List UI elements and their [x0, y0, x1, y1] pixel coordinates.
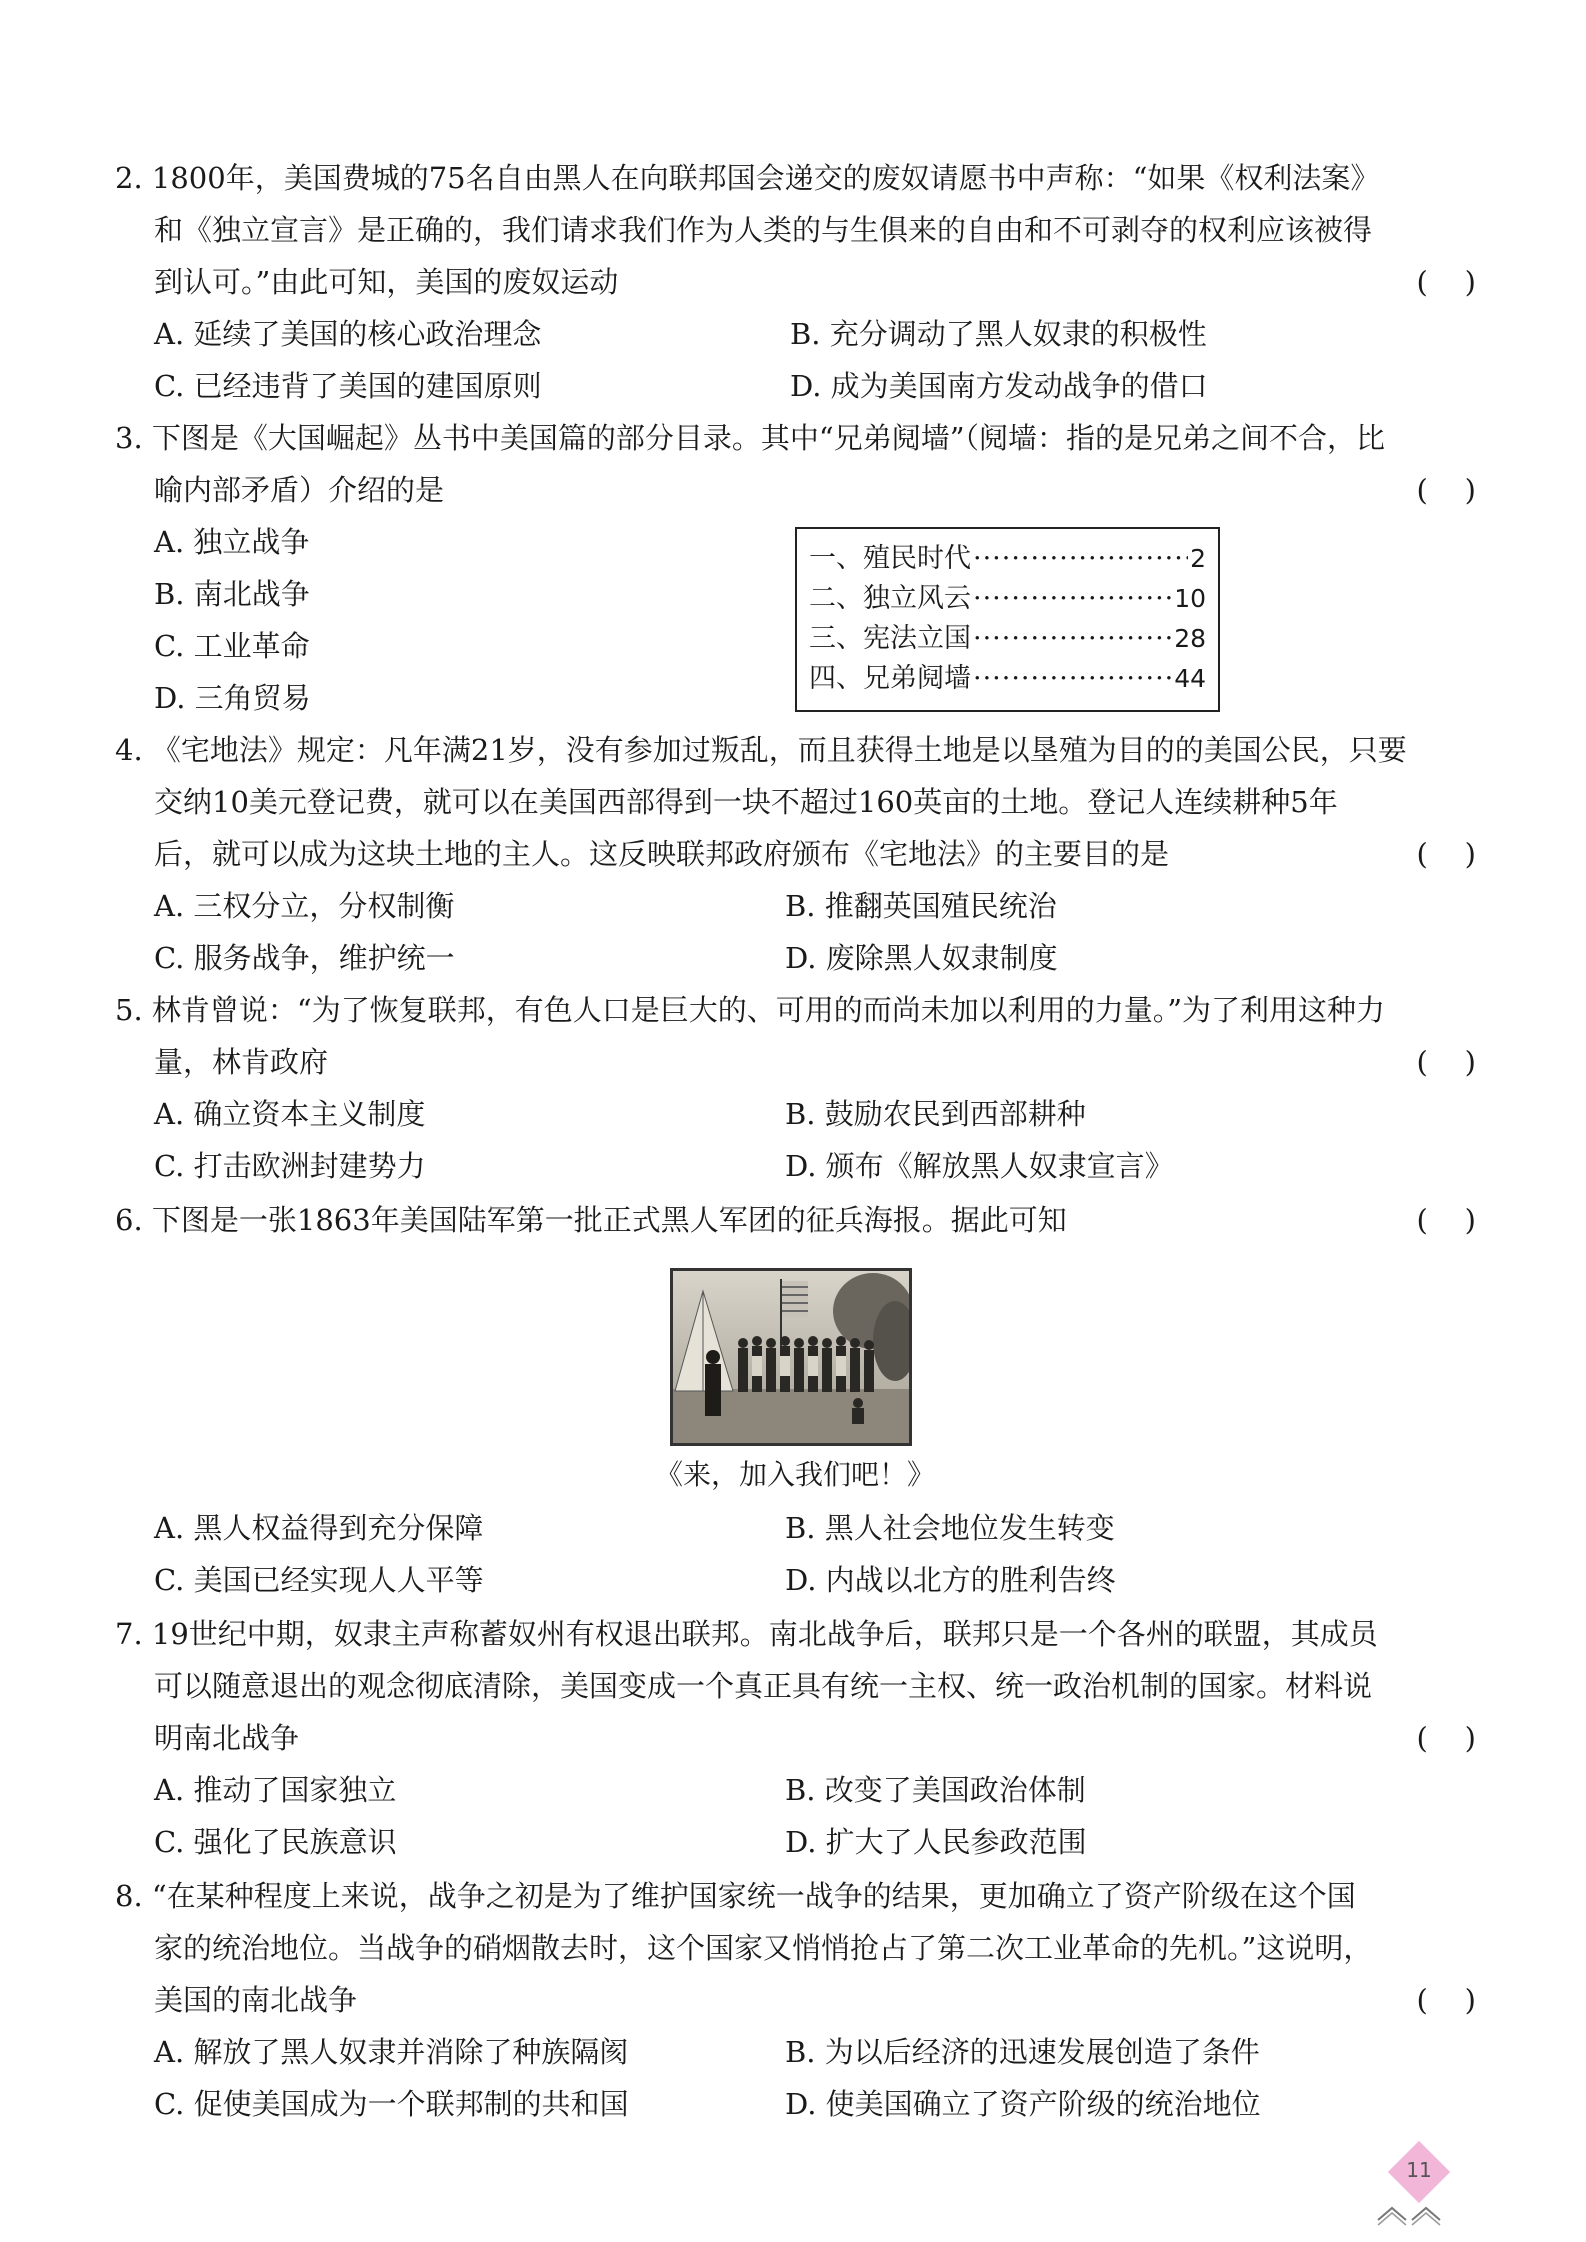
option-d: D. 成为美国南方发动战争的借口 — [790, 369, 1208, 403]
option-b: B. 黑人社会地位发生转变 — [785, 1511, 1115, 1545]
option-a: A. 确立资本主义制度 — [154, 1097, 426, 1131]
toc-entry-title: 一、殖民时代 — [809, 543, 971, 574]
answer-blank: ( ) — [1416, 1721, 1476, 1755]
poster-illustration — [673, 1271, 909, 1443]
option-c: C. 打击欧洲封建势力 — [154, 1149, 426, 1183]
answer-blank: ( ) — [1416, 1203, 1476, 1237]
question-2-line-2: 和《独立宣言》是正确的，我们请求我们作为人类的与生俱来的自由和不可剥夺的权利应该被得 — [154, 213, 1373, 247]
toc-entry-page: 10 — [1174, 584, 1206, 613]
option-b: B. 鼓励农民到西部耕种 — [785, 1097, 1086, 1131]
option-d: D. 三角贸易 — [154, 681, 311, 715]
question-4-line-3: 后，就可以成为这块土地的主人。这反映联邦政府颁布《宅地法》的主要目的是 — [154, 837, 1170, 871]
chevron-decoration-icon — [1374, 2200, 1444, 2226]
toc-entry — [809, 539, 1206, 579]
toc-entry-title: 四、兄弟阋墙 — [809, 663, 971, 694]
option-a: A. 推动了国家独立 — [154, 1773, 397, 1807]
option-a: A. 三权分立，分权制衡 — [154, 889, 455, 923]
question-8-line-3: 美国的南北战争 — [154, 1983, 358, 2017]
option-c: C. 促使美国成为一个联邦制的共和国 — [154, 2087, 629, 2121]
option-b: B. 充分调动了黑人奴隶的积极性 — [790, 317, 1207, 351]
question-8-line-2: 家的统治地位。当战争的硝烟散去时，这个国家又悄悄抢占了第二次工业革命的先机。”这说明， — [154, 1931, 1373, 1965]
question-2-line-1: 2. 1800年，美国费城的75名自由黑人在向联邦国会递交的废奴请愿书中声称：“如果《权利法案》 — [115, 161, 1380, 195]
question-3-line-1: 3. 下图是《大国崛起》丛书中美国篇的部分目录。其中“兄弟阋墙”（阋墙：指的是兄弟之间不合，比 — [115, 421, 1386, 455]
option-a: A. 解放了黑人奴隶并消除了种族隔阂 — [154, 2035, 629, 2069]
option-a: A. 独立战争 — [154, 525, 310, 559]
option-c: C. 工业革命 — [154, 629, 310, 663]
toc-leader-dots — [973, 579, 1172, 619]
question-2-line-3: 到认可。”由此可知，美国的废奴运动 — [154, 265, 619, 299]
option-d: D. 内战以北方的胜利告终 — [785, 1563, 1116, 1597]
option-c: C. 强化了民族意识 — [154, 1825, 397, 1859]
question-3-line-2: 喻内部矛盾）介绍的是 — [154, 473, 445, 507]
option-d: D. 扩大了人民参政范围 — [785, 1825, 1087, 1859]
option-c: C. 已经违背了美国的建国原则 — [154, 369, 542, 403]
toc-entry — [809, 619, 1206, 659]
question-5-line-2: 量，林肯政府 — [154, 1045, 329, 1079]
option-b: B. 为以后经济的迅速发展创造了条件 — [785, 2035, 1260, 2069]
question-7-line-1: 7. 19世纪中期，奴隶主声称蓄奴州有权退出联邦。南北战争后，联邦只是一个各州的联盟，其成员 — [115, 1617, 1378, 1651]
question-4-line-1: 4. 《宅地法》规定：凡年满21岁，没有参加过叛乱，而且获得土地是以垦殖为目的的美国公民，只要 — [115, 733, 1407, 767]
toc-entry — [809, 579, 1206, 619]
toc-entry-title: 三、宪法立国 — [809, 623, 971, 654]
option-b: B. 南北战争 — [154, 577, 310, 611]
toc-entry-title: 二、独立风云 — [809, 583, 971, 614]
question-4-line-2: 交纳10美元登记费，就可以在美国西部得到一块不超过160英亩的土地。登记人连续耕种5年 — [154, 785, 1338, 819]
toc-entry-page: 44 — [1174, 664, 1206, 693]
table-of-contents-box — [795, 527, 1220, 712]
option-d: D. 颁布《解放黑人奴隶宣言》 — [785, 1149, 1174, 1183]
answer-blank: ( ) — [1416, 837, 1476, 871]
recruitment-poster-image — [670, 1268, 912, 1446]
option-a: A. 黑人权益得到充分保障 — [154, 1511, 484, 1545]
page-number: 11 — [1406, 2158, 1432, 2182]
option-d: D. 使美国确立了资产阶级的统治地位 — [785, 2087, 1261, 2121]
option-b: B. 改变了美国政治体制 — [785, 1773, 1086, 1807]
question-7-line-2: 可以随意退出的观念彻底清除，美国变成一个真正具有统一主权、统一政治机制的国家。材料说 — [154, 1669, 1373, 1703]
poster-caption: 《来，加入我们吧！》 — [654, 1458, 935, 1491]
option-c: C. 美国已经实现人人平等 — [154, 1563, 484, 1597]
option-b: B. 推翻英国殖民统治 — [785, 889, 1057, 923]
question-7-line-3: 明南北战争 — [154, 1721, 300, 1755]
toc-entry-page: 2 — [1190, 544, 1206, 573]
toc-leader-dots — [973, 659, 1172, 699]
answer-blank: ( ) — [1416, 265, 1476, 299]
toc-leader-dots — [973, 539, 1188, 579]
page-number-badge — [1385, 2138, 1453, 2206]
option-a: A. 延续了美国的核心政治理念 — [154, 317, 542, 351]
toc-leader-dots — [973, 619, 1172, 659]
answer-blank: ( ) — [1416, 1983, 1476, 2017]
option-d: D. 废除黑人奴隶制度 — [785, 941, 1058, 975]
question-6-line-1: 6. 下图是一张1863年美国陆军第一批正式黑人军团的征兵海报。据此可知 — [115, 1203, 1067, 1237]
answer-blank: ( ) — [1416, 1045, 1476, 1079]
toc-entry — [809, 659, 1206, 699]
answer-blank: ( ) — [1416, 473, 1476, 507]
question-8-line-1: 8. “在某种程度上来说，战争之初是为了维护国家统一战争的结果，更加确立了资产阶级在这个国 — [115, 1879, 1356, 1913]
question-5-line-1: 5. 林肯曾说：“为了恢复联邦，有色人口是巨大的、可用的而尚未加以利用的力量。”为了利用这种力 — [115, 993, 1386, 1027]
option-c: C. 服务战争，维护统一 — [154, 941, 455, 975]
toc-entry-page: 28 — [1174, 624, 1206, 653]
